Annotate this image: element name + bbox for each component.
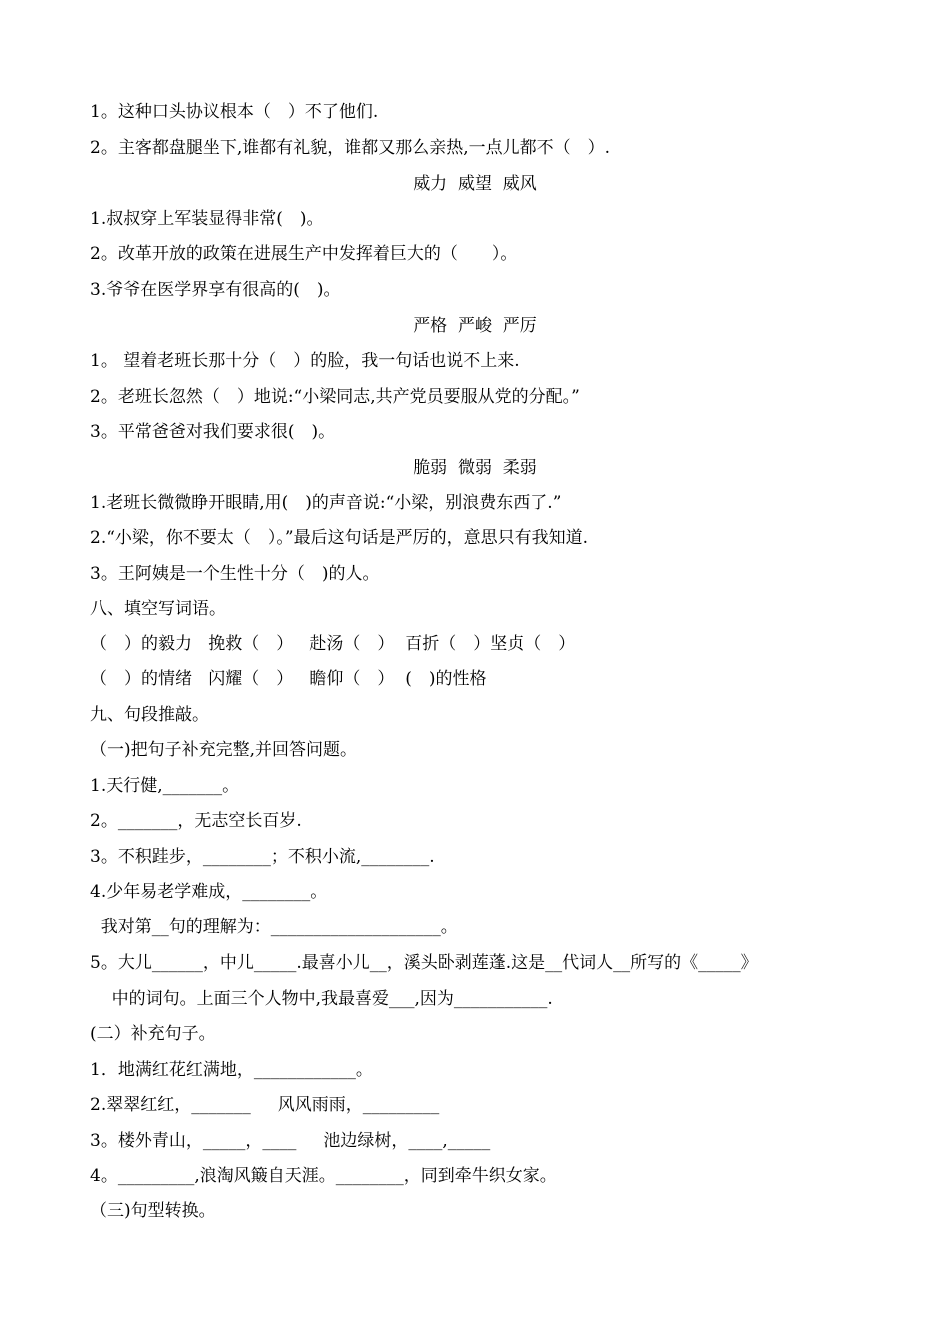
text-line: 2.翠翠红红，_______ 风风雨雨，_________ [90,1095,440,1115]
text-line: （ ）的情绪 闪耀（ ） 瞻仰（ ） ( )的性格 [90,669,487,689]
word-group-label: 严格 严峻 严厉 [413,316,537,336]
text-line: 1。这种口头协议根本（ ）不了他们. [90,102,379,122]
word-group-label: 脆弱 微弱 柔弱 [413,458,537,478]
text-line: 2。老班长忽然（ ）地说:“小梁同志,共产党员要服从党的分配。” [90,387,580,407]
word-group-heading [0,455,950,481]
text-line: 我对第__句的理解为：____________________。 [90,917,458,937]
word-group-heading [0,313,950,339]
text-line: 3。平常爸爸对我们要求很( )。 [90,422,336,442]
text-line: 2。主客都盘腿坐下,谁都有礼貌，谁都又那么亲热,一点儿都不（ ）. [90,138,611,158]
text-line: 2.“小梁，你不要太（ ）。”最后这句话是严厉的，意思只有我知道. [90,528,589,548]
text-line: 2。改革开放的政策在进展生产中发挥着巨大的（ ）。 [90,244,518,264]
subsection-heading: （三)句型转换。 [90,1201,216,1221]
word-group-heading [0,171,950,197]
text-line: 3.爷爷在医学界享有很高的( )。 [90,280,341,300]
text-line: 3。楼外青山，_____，____ 池边绿树，____,_____ [90,1131,491,1151]
text-line: 1.天行健,_______。 [90,776,240,796]
text-line: 5。大儿______，中儿_____.最喜小儿__，溪头卧剥莲蓬.这是__代词人__所写的《_____》 [90,953,758,973]
text-line: 1.叔叔穿上军装显得非常( )。 [90,209,324,229]
text-line: 2。_______，无志空长百岁. [90,811,302,831]
text-line: 中的词句。上面三个人物中,我最喜爱___,因为___________. [90,989,553,1009]
subsection-heading: (二）补充句子。 [90,1024,216,1044]
text-line: 1。 望着老班长那十分（ ）的脸，我一句话也说不上来. [90,351,520,371]
section-heading: 九、句段推敲。 [90,705,209,725]
section-heading: 八、填空写词语。 [90,599,226,619]
text-line: （ ）的毅力 挽救（ ） 赴汤（ ） 百折（ ）坚贞（ ） [90,634,576,654]
subsection-heading: （一)把句子补充完整,并回答问题。 [90,740,358,760]
text-line: 3。不积跬步，________；不积小流,________. [90,847,435,867]
text-line: 1．地满红花红满地，____________。 [90,1060,373,1080]
word-group-label: 威力 威望 威风 [413,174,537,194]
text-line: 4.少年易老学难成，________。 [90,882,328,902]
text-line: 4。_________,浪淘风簸自天涯。________，同到牵牛织女家。 [90,1166,557,1186]
text-line: 1.老班长微微睁开眼睛,用( )的声音说:“小梁，别浪费东西了.” [90,493,562,513]
text-line: 3。王阿姨是一个生性十分（ )的人。 [90,564,380,584]
